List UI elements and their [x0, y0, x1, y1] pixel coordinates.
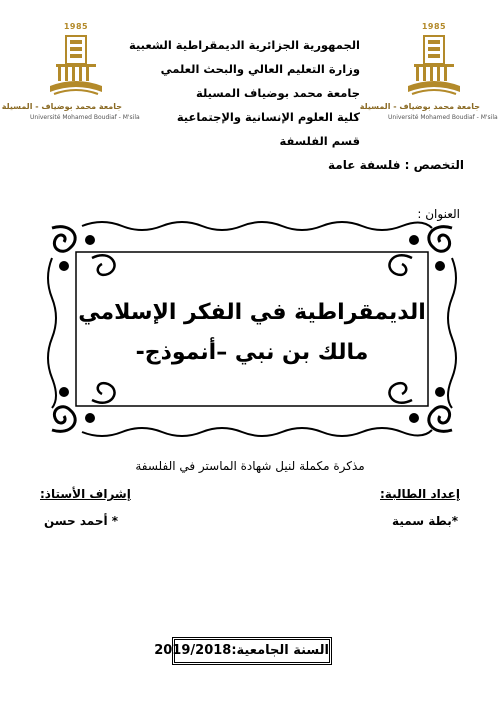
prepared-by-label: إعداد الطالبة: — [380, 487, 460, 501]
logo-name-french: Université Mohamed Boudiaf - M'sila — [30, 114, 140, 121]
specialty-line: التخصص : فلسفة عامة — [328, 158, 464, 172]
university-emblem-icon — [46, 32, 106, 100]
university-logo-left — [1, 22, 140, 132]
thesis-title-line2: مالك بن نبي –أنموذج- — [135, 340, 369, 365]
thesis-title-line1: الديمقراطية في الفكر الإسلامي — [78, 300, 426, 325]
header-republic: الجمهورية الجزائرية الديمقراطية الشعبية — [128, 38, 360, 52]
logo-year: 1985 — [63, 22, 89, 31]
supervisor-label: إشراف الأستاذ: — [40, 487, 131, 501]
header-department: قسم الفلسفة — [279, 134, 360, 148]
header-faculty: كلية العلوم الإنسانية والإجتماعية — [176, 110, 360, 124]
header-ministry: وزارة التعليم العالي والبحث العلمي — [160, 62, 360, 76]
logo-name-arabic: جامعة محمد بوضياف - المسيلة — [359, 102, 480, 111]
academic-year-box: السنة الجامعية:2019/2018 — [172, 637, 332, 665]
supervisor-name: * أحمد حسن — [44, 514, 119, 528]
logo-year: 1985 — [421, 22, 447, 31]
university-logo-right — [359, 22, 498, 132]
header-university: جامعة محمد بوضياف المسيلة — [195, 86, 360, 100]
student-name: *بطة سمية — [392, 514, 458, 528]
ornamental-frame — [42, 218, 462, 440]
logo-name-french: Université Mohamed Boudiaf - M'sila — [388, 114, 498, 121]
title-label: العنوان : — [417, 207, 460, 221]
logo-name-arabic: جامعة محمد بوضياف - المسيلة — [1, 102, 122, 111]
memo-description: مذكرة مكملة لنيل شهادة الماستر في الفلسفة — [135, 459, 365, 473]
university-emblem-icon — [404, 32, 464, 100]
